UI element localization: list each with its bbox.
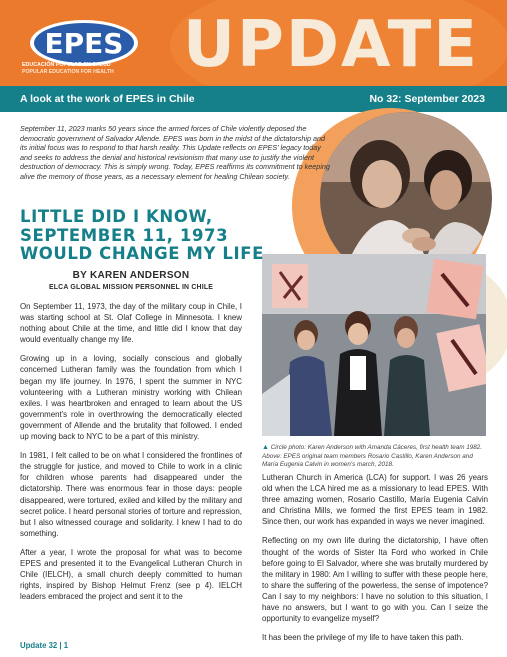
caption-triangle-icon: ▲ <box>262 444 269 451</box>
march-photo <box>262 254 486 436</box>
body-paragraph: It has been the privilege of my life to have taken this path. <box>262 633 464 643</box>
intro-paragraph: September 11, 2023 marks 50 years since the armed forces of Chile violently deposed the democratic government of Salvador Allende. EPES was born in the midst of the dictatorship and its initial focus was to respond to that harsh reality. This Update reflects on EPES' legacy today and seeks to address the denial and historical revisionism that many use to justify the violent destruction of democracy. This is simply wrong. Today, EPES reaffirms its commitment to keeping alive the memory of those years, as a necessary element for healing Chilean society. <box>20 124 330 181</box>
page-footer: Update 32 | 1 <box>20 641 69 650</box>
article-byline: BY KAREN ANDERSON <box>72 270 190 281</box>
update-title: UPDATE <box>183 8 479 82</box>
logo-tagline-en: POPULAR EDUCATION FOR HEALTH <box>22 69 114 75</box>
epes-logo <box>28 18 140 68</box>
photo-caption <box>262 444 488 470</box>
body-paragraph: On September 11, 1973, the day of the military coup in Chile, I was starting school at St. Olaf College in Minnesota. I knew nothing about Chile at the time, and little did I know that day would eventually change my life. <box>20 302 242 345</box>
byline-affiliation: ELCA GLOBAL MISSION PERSONNEL IN CHILE <box>48 284 214 291</box>
issue-band <box>0 86 507 112</box>
band-subtitle: A look at the work of EPES in Chile <box>20 93 195 105</box>
right-column <box>262 472 488 651</box>
body-paragraph: After a year, I wrote the proposal for what was to become EPES and presented it to the Evangelical Lutheran Church in Chile (IELCH), a small church deeply committed to human rights, inspired by Bishop Helmut Frenz (see p 4). IELCH leaders embraced the project and sent it to the <box>20 547 242 602</box>
issue-number: No 32: September 2023 <box>369 93 485 105</box>
body-paragraph: Lutheran Church in America (LCA) for support. I was 26 years old when the LCA hired me as a missionary to lead EPES. With three amazing women, Rosario Castillo, María Eugenia Calvin and Christina Mills, we formed the first EPES team in 1982. Since then, our work has expanded in ways we never imagined. <box>262 473 488 527</box>
body-paragraph: Reflecting on my own life during the dictatorship, I have often thought of the words of Sister Ita Ford who worked in Chile before going to El Salvador, where she was brutally murdered by the military in 1980: Am I willing to suffer with these people here, to share the suffering of the powerless, the sense of impotence? Can I say to my neighbors: I have no solution to this situation, I have no answers, but I want to go with you. Can I seize the opportunity to evangelize myself? <box>262 536 488 624</box>
left-column <box>20 301 242 610</box>
caption-text: Circle photo: Karen Anderson with Amanda Cáceres, first health team 1982. Above: EPES original team members Rosario Castillo, Karen Anderson and María Eugenia Calvin in women's march, 2018. <box>262 444 482 468</box>
body-paragraph: In 1981, I felt called to be on what I considered the frontlines of the struggle for justice, and moved to Chile to work in a clinic for children whose parents had disappeared under the dictatorship. There was enormous fear in those days: people disappeared, were tortured, exiled and killed by the military and secret police. I heard personal stories of torture and repression, but I also witnessed courage and solidarity. I knew I had to do something. <box>20 451 242 538</box>
header-banner <box>0 0 507 86</box>
svg-text:EPES: EPES <box>44 27 124 60</box>
logo-tagline-es: EDUCACIÓN POPULAR EN SALUD <box>22 62 111 68</box>
article-headline: LITTLE DID I KNOW, SEPTEMBER 11, 1973 WOULD CHANGE MY LIFE <box>20 207 264 263</box>
body-paragraph: Growing up in a loving, socially conscious and globally concerned Lutheran family was the foundation from which I began my life journey. In 1976, I spent the summer in NYC volunteering with a Lutheran ministry working with Chilean exiles. I was heartbroken and enraged to learn about the US government's role in overthrowing the democratically elected government of Allende and the brutality that followed. I ended up moving back to NYC to be a part of this ministry. <box>20 354 242 442</box>
